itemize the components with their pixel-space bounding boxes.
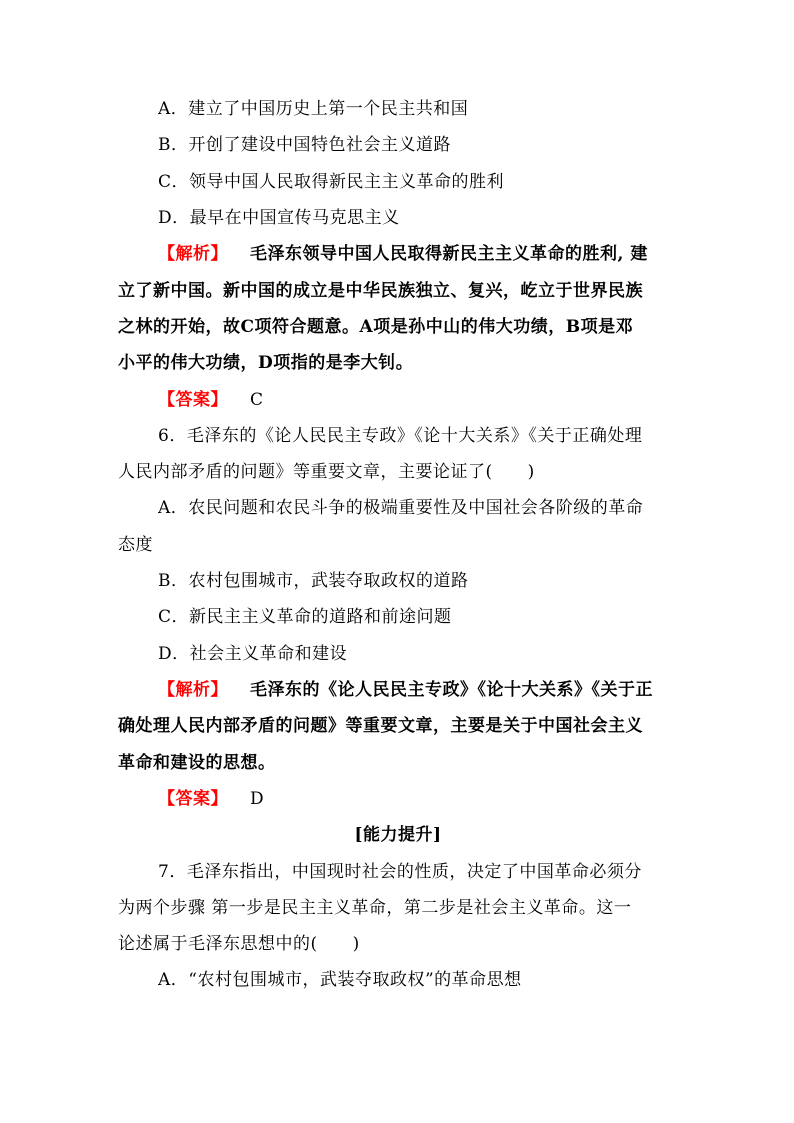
q6-stem-line-2: 人民内部矛盾的问题》等重要文章，主要论证了( ) xyxy=(118,462,535,482)
q6-analysis-line-1 xyxy=(158,679,678,701)
q6-option-c: C．新民主主义革命的道路和前途问题 xyxy=(158,607,452,627)
q5-analysis-line-3: 之林的开始，故C项符合题意。A项是孙中山的伟大功绩，B项是邓 xyxy=(118,317,634,337)
q5-analysis-tag: 【解析】 xyxy=(158,244,228,264)
q5-analysis-line-4: 小平的伟大功绩，D项指的是李大钊。 xyxy=(118,353,414,373)
q5-analysis-line-2: 立了新中国。新中国的成立是中华民族独立、复兴，屹立于世界民族 xyxy=(118,281,643,301)
q6-option-d: D．社会主义革命和建设 xyxy=(158,644,348,664)
section-title: [能力提升] xyxy=(354,825,442,845)
q5-analysis-line-1 xyxy=(158,243,678,265)
q5-analysis-text-1: 毛泽东领导中国人民取得新民主主义革命的胜利, 建 xyxy=(250,244,648,264)
q5-option-b: B．开创了建设中国特色社会主义道路 xyxy=(158,135,451,155)
q7-option-a: A．“农村包围城市，武装夺取政权”的革命思想 xyxy=(158,970,522,990)
q6-answer-value: D xyxy=(250,789,265,809)
q5-answer-value: C xyxy=(250,390,264,410)
q7-stem-line-2: 为两个步骤 第一步是民主主义革命，第二步是社会主义革命。这一 xyxy=(118,898,632,918)
q6-option-b: B．农村包围城市，武装夺取政权的道路 xyxy=(158,571,469,591)
q5-answer-line xyxy=(158,389,678,411)
q6-answer-line xyxy=(158,788,678,810)
q6-analysis-line-3: 革命和建设的思想。 xyxy=(118,753,276,773)
q5-option-c: C．领导中国人民取得新民主主义革命的胜利 xyxy=(158,172,505,192)
q6-analysis-line-2: 确处理人民内部矛盾的问题》等重要文章，主要是关于中国社会主义 xyxy=(118,716,643,736)
q6-option-a-line-2: 态度 xyxy=(118,535,153,555)
q7-stem-line-1: 7．毛泽东指出，中国现时社会的性质，决定了中国革命必须分 xyxy=(158,862,642,882)
q5-answer-tag: 【答案】 xyxy=(158,390,228,410)
q6-answer-tag: 【答案】 xyxy=(158,789,228,809)
q6-stem-line-1: 6．毛泽东的《论人民民主专政》《论十大关系》《关于正确处理 xyxy=(158,426,643,446)
q5-option-a: A．建立了中国历史上第一个民主共和国 xyxy=(158,99,469,119)
q5-option-d: D．最早在中国宣传马克思主义 xyxy=(158,208,400,228)
q6-analysis-text-1: 毛泽东的《论人民民主专政》《论十大关系》《关于正 xyxy=(250,680,653,700)
q7-stem-line-3: 论述属于毛泽东思想中的( ) xyxy=(118,934,360,954)
q6-option-a-line-1: A．农民问题和农民斗争的极端重要性及中国社会各阶级的革命 xyxy=(158,498,644,518)
q6-analysis-tag: 【解析】 xyxy=(158,680,228,700)
